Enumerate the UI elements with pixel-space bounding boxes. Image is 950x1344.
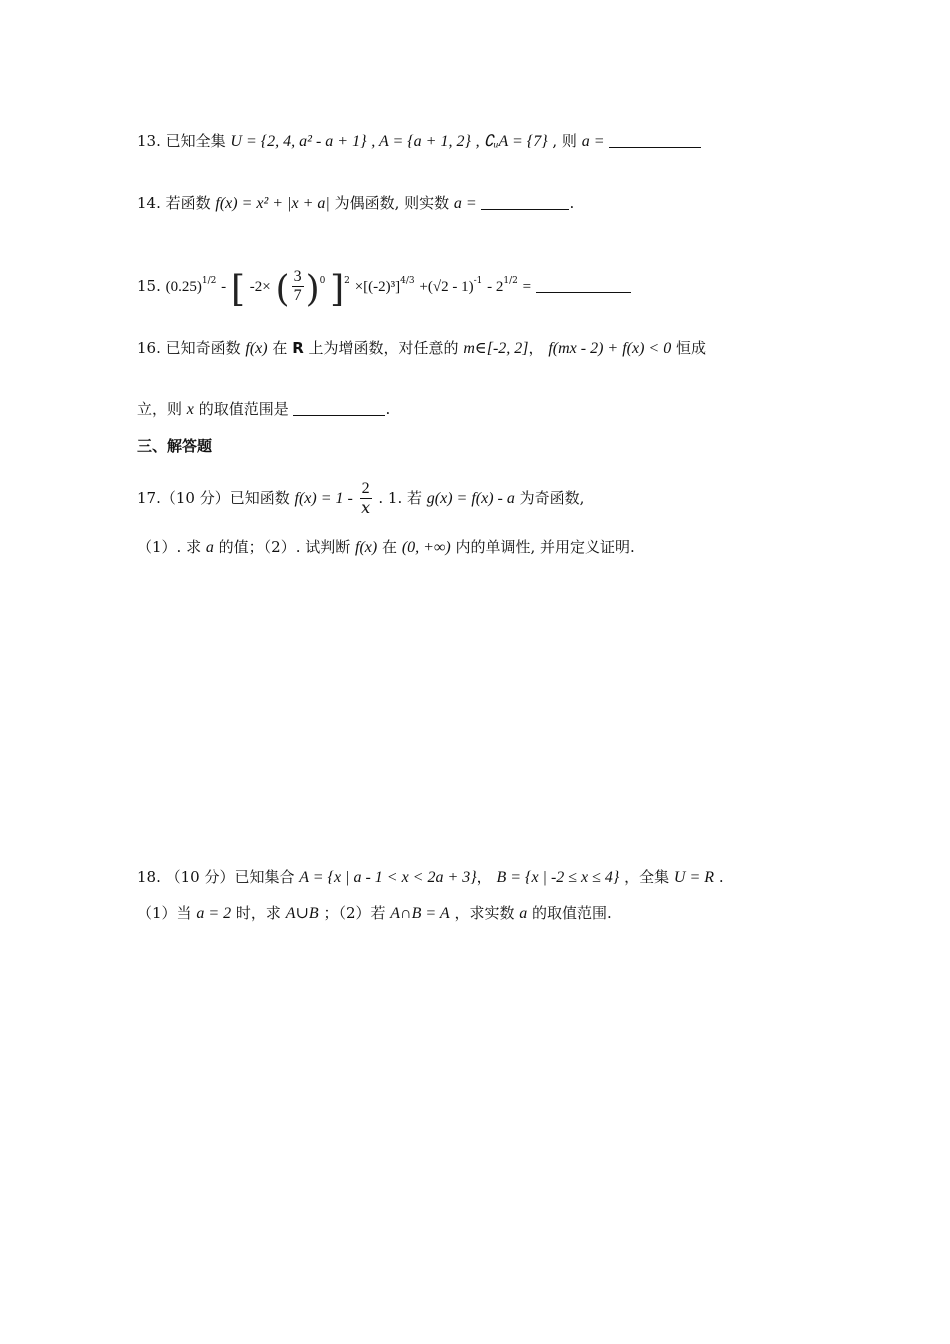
q16-end: . [385, 400, 391, 418]
q15-exp-0: 0 [319, 275, 326, 286]
q18-line2-find: 时，求 [235, 904, 281, 922]
q17-in: 在 [382, 538, 398, 556]
q15-frac-num: 3 [292, 268, 304, 287]
q18-end: . [718, 868, 724, 886]
q15-plus-term: +(√2 - 1) [419, 278, 474, 295]
q15-tail: - 2 [487, 278, 504, 295]
q15-minus: - [221, 278, 227, 295]
q18-intersection: A∩B = A [390, 905, 450, 922]
q15-paren-open: ( [275, 268, 290, 310]
q16-always: 恒成 [675, 339, 706, 357]
q17-fraction [360, 480, 372, 518]
q13-complement: , ∁ᵤA = {7} [475, 133, 548, 150]
q17-interval: (0, +∞) [401, 539, 451, 556]
q18-line2-real: ，求实数 [454, 904, 515, 922]
question-17-line-2 [137, 540, 635, 556]
q15-bracket-close: ] [330, 268, 345, 310]
q15-exp-4-3: 4/3 [400, 275, 415, 286]
q18-comma: ， [476, 868, 492, 886]
q17-function: f(x) = 1 - [294, 489, 353, 507]
q18-set-a: A = {x | a - 1 < x < 2a + 3} [299, 869, 477, 886]
q15-answer-blank[interactable] [536, 292, 631, 293]
q14-end: . [569, 194, 575, 212]
q17-prefix: 17.（10 分）已知函数 [137, 488, 290, 507]
q16-answer-blank[interactable] [293, 415, 385, 416]
q17-function-2: f(x) [355, 539, 378, 556]
question-16-line-1 [137, 341, 706, 357]
q16-line2-middle: 的取值范围是 [198, 400, 289, 418]
q18-var-a: a [519, 905, 528, 922]
q13-universal-set: U = {2, 4, a² - a + 1} [230, 133, 367, 150]
question-18-line-2 [137, 906, 612, 922]
q14-answer-blank[interactable] [481, 209, 569, 210]
section-3-title: 三、解答题 [137, 437, 213, 455]
q17-var-a: a [205, 539, 214, 556]
q15-equals: = [522, 278, 532, 295]
question-13 [137, 134, 701, 150]
q13-set-a: , A = {a + 1, 2} [371, 133, 471, 150]
q16-function: f(x) [245, 340, 268, 357]
q15-times-term: ×[(-2)³] [354, 278, 401, 295]
q18-union: A∪B [285, 905, 319, 922]
q14-ask: a = [453, 195, 477, 212]
q15-term-1: (0.25) [165, 278, 202, 295]
q13-answer-blank[interactable] [609, 147, 701, 148]
q17-frac-den: x [361, 498, 371, 518]
q16-prefix: 16. 已知奇函数 [137, 339, 241, 357]
q15-prefix: 15. [137, 276, 161, 295]
q16-m-range: m∈[-2, 2] [463, 340, 529, 357]
q15-fraction [292, 268, 304, 306]
q15-exp-half-1: 1/2 [201, 275, 217, 286]
question-17-line-1 [137, 480, 584, 518]
section-heading [137, 439, 212, 454]
q13-prefix: 13. 已知全集 [137, 132, 226, 150]
question-18-line-1 [137, 870, 724, 886]
q16-var-x: x [186, 401, 194, 418]
q18-line2-prefix: （1）当 [137, 904, 192, 922]
q13-ask: a = [581, 133, 605, 150]
q17-line2-middle: 的值；（2）. 试判断 [218, 538, 351, 556]
q17-odd: 为奇函数, [519, 488, 585, 507]
q15-frac-den: 7 [293, 287, 302, 305]
q15-exp-2: 2 [344, 275, 350, 286]
q17-g-expression: g(x) = f(x) - a [426, 489, 515, 507]
question-15 [137, 268, 631, 308]
q15-exp-m1: -1 [473, 275, 483, 286]
q18-universal-text: ，全集 [624, 868, 670, 886]
q17-line2-end: 内的单调性, 并用定义证明. [455, 538, 635, 556]
q17-middle: . 1. 若 [378, 488, 423, 507]
q18-set-b: B = {x | -2 ≤ x ≤ 4} [496, 869, 620, 886]
q16-line2-prefix: 立，则 [137, 400, 183, 418]
q17-line2-prefix: （1）. 求 [137, 538, 202, 556]
q14-prefix: 14. 若函数 [137, 194, 211, 212]
q16-on: 在 [272, 339, 288, 357]
q15-paren-close: ) [305, 268, 320, 310]
q16-real-set: R [292, 339, 304, 357]
q18-line2-end: 的取值范围. [532, 904, 612, 922]
q18-prefix: 18. （10 分）已知集合 [137, 868, 295, 886]
question-14 [137, 196, 574, 212]
q16-comma: ， [528, 339, 544, 357]
q16-inequality: f(mx - 2) + f(x) < 0 [548, 340, 672, 357]
q17-frac-num: 2 [360, 480, 372, 499]
q18-universal-set: U = R [673, 869, 715, 886]
q15-bracket-open: [ [230, 268, 245, 310]
q18-condition: a = 2 [196, 905, 232, 922]
q16-middle: 上为增函数，对任意的 [308, 339, 459, 357]
q18-line2-if: ；（2）若 [323, 904, 386, 922]
question-16-line-2 [137, 402, 390, 418]
q14-function: f(x) = x² + |x + a| [215, 195, 330, 212]
q14-middle: 为偶函数, 则实数 [334, 194, 450, 212]
q13-then: , 则 [552, 132, 577, 150]
q15-inner: -2× [249, 278, 271, 295]
q15-exp-half-2: 1/2 [503, 275, 518, 286]
